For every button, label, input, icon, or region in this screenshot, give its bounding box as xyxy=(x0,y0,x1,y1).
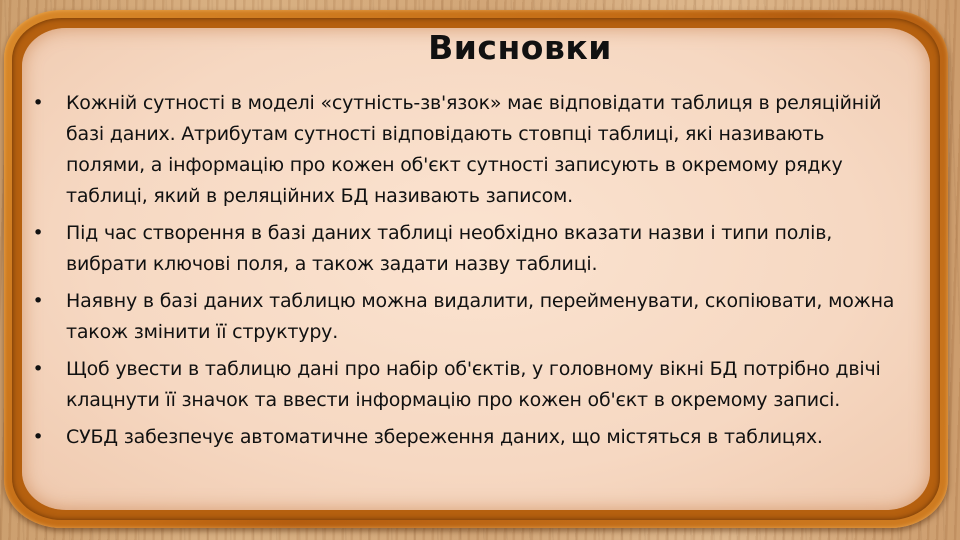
list-item xyxy=(28,286,908,348)
bullet-icon: • xyxy=(32,290,44,312)
bullet-list xyxy=(28,88,908,459)
bullet-icon: • xyxy=(32,92,44,114)
list-item-text: Наявну в базі даних таблицю можна видалити, перейменувати, скопіювати, можна також змінити її структуру. xyxy=(66,290,895,343)
bullet-icon: • xyxy=(32,426,44,448)
list-item-text: Під час створення в базі даних таблиці необхідно вказати назви і типи полів, вибрати ключові поля, а також задати назву таблиці. xyxy=(66,222,833,275)
list-item xyxy=(28,218,908,280)
list-item xyxy=(28,88,908,212)
list-item-text: Кожній сутності в моделі «сутність-зв'язок» має відповідати таблиця в реляційній базі даних. Атрибутам сутності відповідають стовпці таблиці, які називають полями, а інформацію про кожен об'єкт сутності записують в окремому рядку таблиці, який в реляційних БД називають записом. xyxy=(66,92,882,207)
list-item xyxy=(28,354,908,416)
bullet-icon: • xyxy=(32,222,44,244)
slide-title: Висновки xyxy=(428,28,612,67)
list-item-text: Щоб увести в таблицю дані про набір об'єктів, у головному вікні БД потрібно двічі клацнути її значок та ввести інформацію про кожен об'єкт в окремому записі. xyxy=(66,358,881,411)
list-item-text: СУБД забезпечує автоматичне збереження даних, що містяться в таблицях. xyxy=(66,426,823,448)
bullet-icon: • xyxy=(32,358,44,380)
list-item xyxy=(28,422,908,453)
